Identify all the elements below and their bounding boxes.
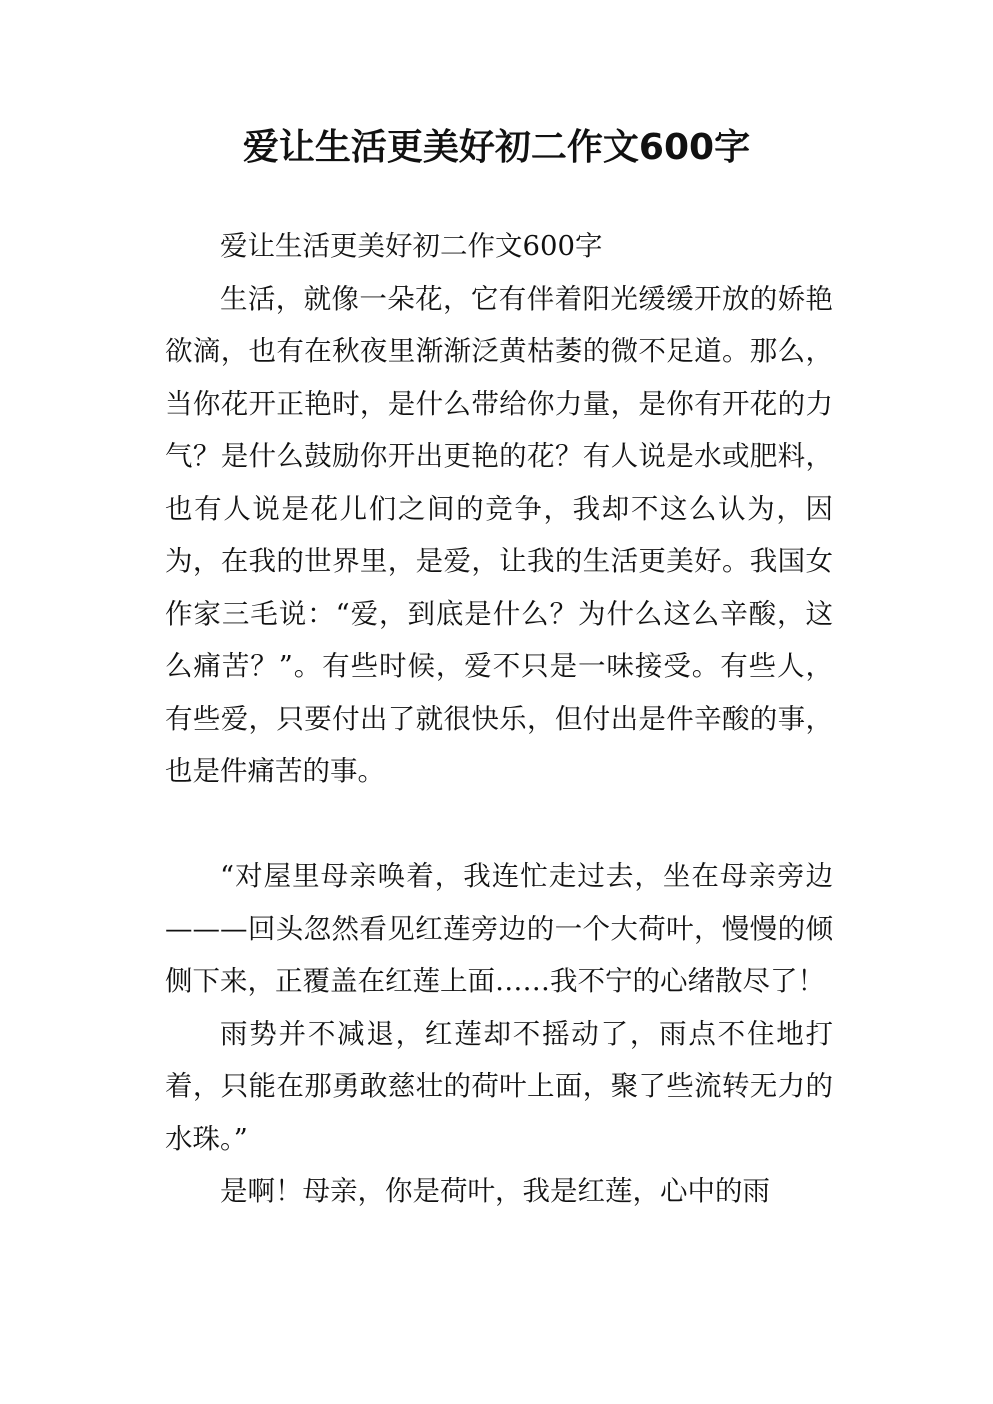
- paragraph-quote-1: “对屋里母亲唤着，我连忙走过去，坐在母亲旁边———回头忽然看见红莲旁边的一个大荷叶，慢慢的倾侧下来，正覆盖在红莲上面……我不宁的心绪散尽了！: [165, 860, 833, 997]
- paragraph-subtitle: 爱让生活更美好初二作文600字: [220, 230, 603, 262]
- document-body: [165, 220, 833, 1218]
- document-title: 爱让生活更美好初二作文600字: [242, 127, 751, 168]
- paragraph-spacer: [165, 798, 833, 851]
- paragraph-quote-2: 雨势并不减退，红莲却不摇动了，雨点不住地打着，只能在那勇敢慈壮的荷叶上面，聚了些流转无力的水珠。”: [165, 1017, 833, 1155]
- paragraph-intro: 生活，就像一朵花，它有伴着阳光缓缓开放的娇艳欲滴，也有在秋夜里渐渐泛黄枯萎的微不足道。那么，当你花开正艳时，是什么带给你力量，是你有开花的力气？是什么鼓励你开出更艳的花？有人说是水或肥料，也有人说是花儿们之间的竞争，我却不这么认为，因为，在我的世界里，是爱，让我的生活更美好。我国女作家三毛说：“爱，到底是什么？为什么这么辛酸，这么痛苦？”。有些时候，爱不只是一味接受。有些人，有些爱，只要付出了就很快乐，但付出是件辛酸的事，也是件痛苦的事。: [165, 282, 833, 787]
- paragraph-reflection: 是啊！母亲，你是荷叶，我是红莲，心中的雨: [220, 1175, 770, 1207]
